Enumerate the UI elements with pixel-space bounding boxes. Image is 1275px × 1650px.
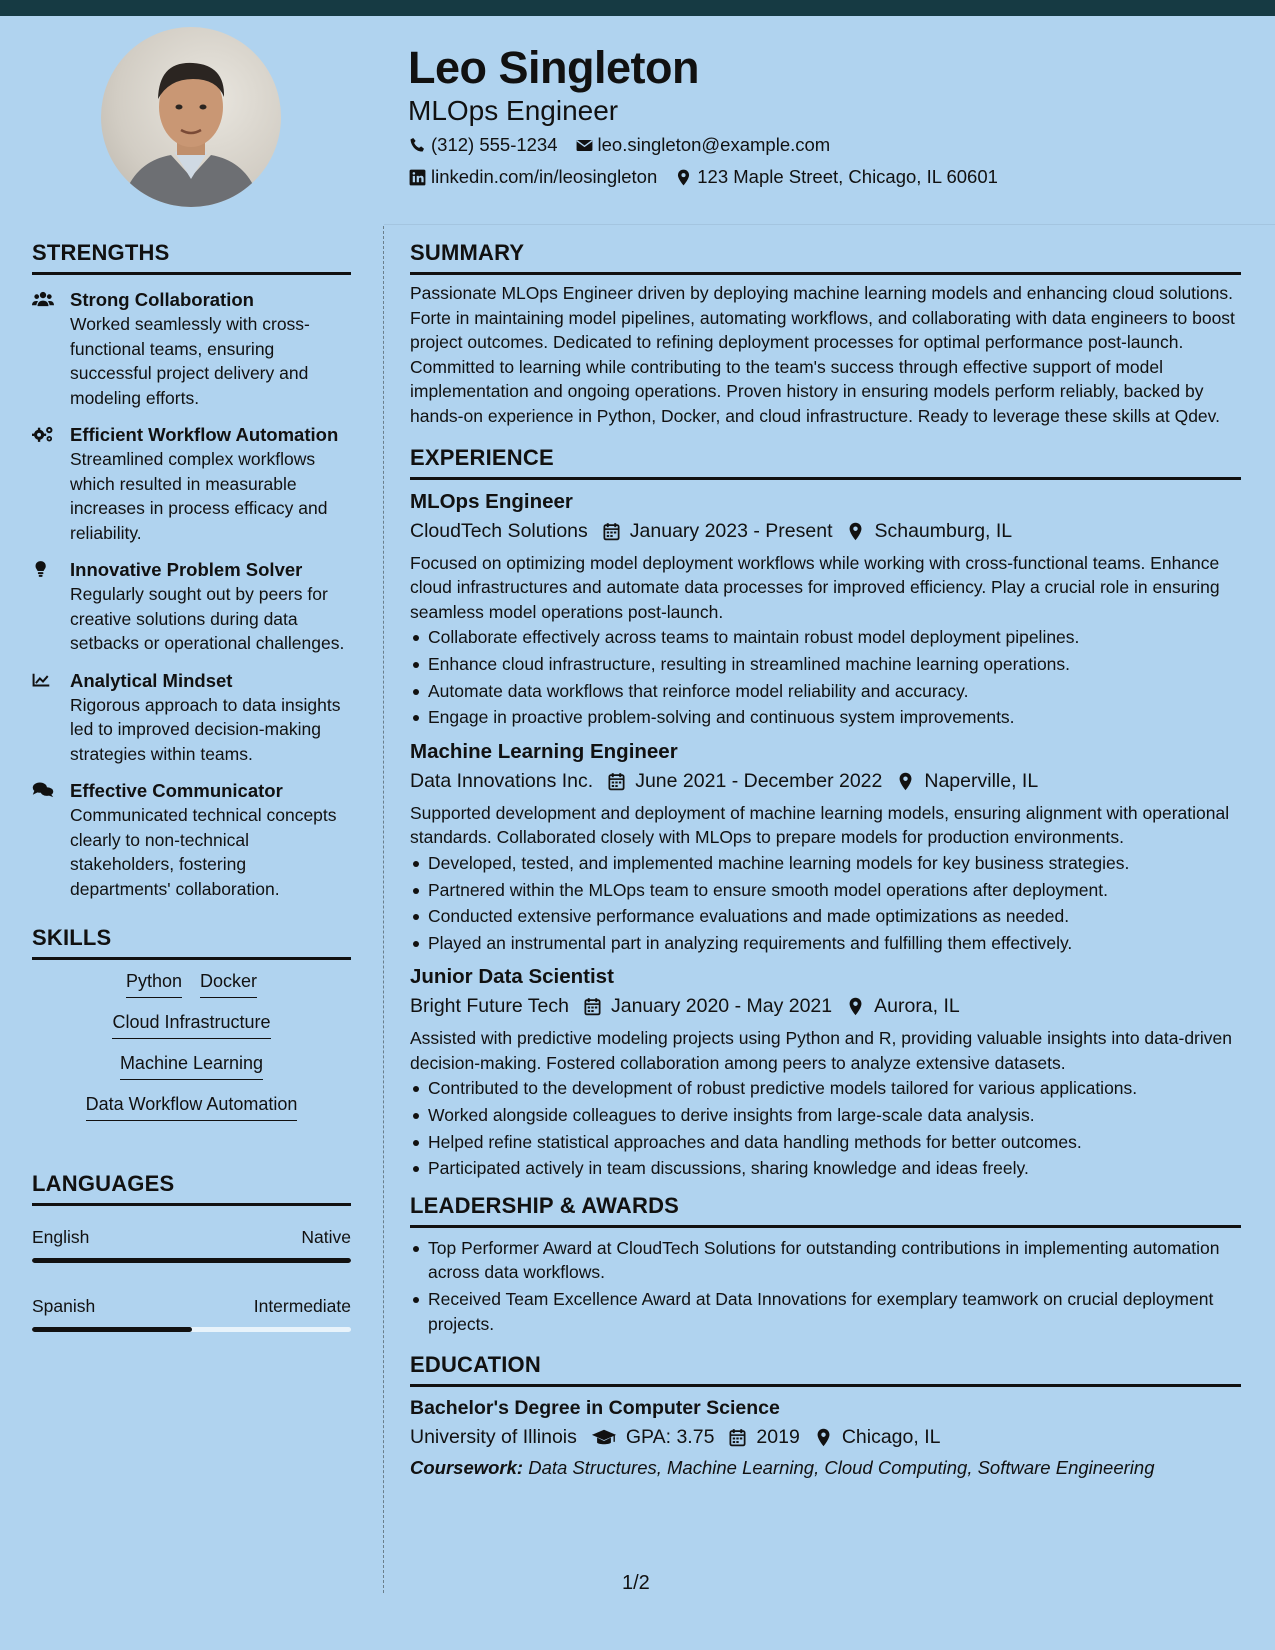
skill-tag: Python (126, 970, 182, 998)
job-company: Bright Future Tech (410, 995, 569, 1018)
job-description: Supported development and deployment of machine learning models, ensuring alignment with operational standards. Collaborated closely with MLOps to prepare models for production environments. (410, 802, 1230, 848)
award-item: Top Performer Award at CloudTech Solutions for outstanding contributions in implementing automation across data workflows. (410, 1236, 1241, 1285)
skills-heading: SKILLS (32, 925, 112, 950)
education-gpa: GPA: 3.75 (625, 1426, 715, 1449)
strength-title: Innovative Problem Solver (70, 559, 303, 580)
strength-title: Analytical Mindset (70, 669, 233, 691)
awards-rule (410, 1225, 1241, 1228)
strengths-rule (32, 272, 351, 275)
calendar-icon (607, 772, 626, 791)
phone-icon (408, 136, 427, 155)
job-bullets (410, 851, 1241, 955)
linkedin-icon (408, 168, 427, 187)
job-title: Junior Data Scientist (410, 965, 614, 989)
summary-text: Passionate MLOps Engineer driven by deploying machine learning models and enhancing cloud solutions. Forte in maintaining model pipelines, automating workflows, and collaborating with data engineers to boost project outcomes. Dedicated to refining deployment processes for optimal performance post-launch. Committed to learning while contributing to the team's success through effective support of model implementation and ongoing operations. Proven history in ensuring models perform reliably, backed by hands-on experience in Python, Docker, and cloud infrastructure. Ready to leverage these skills at Qdev. (410, 283, 1235, 426)
contact-row-secondary (408, 166, 1015, 188)
calendar-icon (602, 522, 621, 541)
job-bullet: Participated actively in team discussions, sharing knowledge and ideas freely. (410, 1156, 1241, 1181)
candidate-title: MLOps Engineer (408, 95, 619, 126)
language-level: Native (301, 1227, 351, 1247)
envelope-icon (575, 136, 594, 155)
skill-tag: Cloud Infrastructure (112, 1011, 270, 1039)
job-dates: January 2020 - May 2021 (610, 995, 833, 1018)
education-location: Chicago, IL (841, 1426, 941, 1449)
strength-desc: Communicated technical concepts clearly to non-technical stakeholders, fostering departments' collaboration. (70, 805, 337, 899)
job-bullet: Contributed to the development of robust predictive models tailored for various applications. (410, 1076, 1241, 1101)
job-bullet: Played an instrumental part in analyzing requirements and fulfilling them effectively. (410, 931, 1241, 956)
job-bullet: Conducted extensive performance evaluations and made optimizations as needed. (410, 904, 1241, 929)
award-item: Received Team Excellence Award at Data Innovations for exemplary teamwork on crucial deployment projects. (410, 1287, 1241, 1336)
job-location: Aurora, IL (874, 995, 960, 1018)
strength-desc: Streamlined complex workflows which resulted in measurable increases in process efficacy and reliability. (70, 449, 328, 543)
experience-heading: EXPERIENCE (410, 444, 554, 470)
strength-title: Efficient Workflow Automation (70, 424, 339, 445)
job-entry (410, 740, 1241, 956)
language-name: Spanish (32, 1296, 96, 1316)
strengths-heading: STRENGTHS (32, 240, 170, 265)
column-divider (383, 226, 384, 1593)
job-location: Schaumburg, IL (874, 519, 1013, 542)
contact-row-primary (408, 134, 847, 156)
job-meta (410, 995, 1241, 1018)
job-entry (410, 490, 1241, 730)
gears-icon (32, 424, 54, 444)
job-bullet: Worked alongside colleagues to derive insights from large-scale data analysis. (410, 1103, 1241, 1128)
awards-list (410, 1236, 1241, 1336)
job-meta (410, 770, 1241, 793)
job-description: Focused on optimizing model deployment workflows while working with cross-functional teams. Enhance cloud infrastructures and automate data processes for improved efficiency. Play a crucial role in ensuring seamless model operations post-launch. (410, 552, 1220, 622)
strength-item (32, 558, 351, 656)
coursework-label: Coursework: (410, 1457, 524, 1479)
lightbulb-icon (32, 559, 54, 579)
education-year: 2019 (756, 1426, 800, 1449)
job-bullet: Developed, tested, and implemented machine learning models for key business strategies. (410, 851, 1241, 876)
job-description: Assisted with predictive modeling projects using Python and R, providing valuable insights into data-driven decision-making. Fostered collaboration among peers to analyze extensive datasets. (410, 1028, 1232, 1073)
map-marker-icon (846, 997, 865, 1016)
map-marker-icon (674, 168, 693, 187)
strength-item (32, 423, 351, 545)
address-text: 123 Maple Street, Chicago, IL 60601 (697, 166, 998, 187)
job-location: Naperville, IL (924, 769, 1039, 792)
summary-rule (410, 272, 1241, 275)
map-marker-icon (814, 1428, 833, 1447)
summary-heading: SUMMARY (410, 240, 525, 265)
job-bullet: Partnered within the MLOps team to ensure smooth model operations after deployment. (410, 878, 1241, 903)
job-title: Machine Learning Engineer (410, 739, 678, 763)
strength-item (32, 779, 351, 901)
page-indicator: 1/2 (622, 1572, 650, 1594)
education-coursework (410, 1457, 1241, 1479)
language-item (32, 1296, 351, 1332)
language-level: Intermediate (253, 1296, 351, 1316)
calendar-icon (583, 997, 602, 1016)
strength-desc: Regularly sought out by peers for creative solutions during data setbacks or operational challenges. (70, 584, 345, 653)
education-degree: Bachelor's Degree in Computer Science (410, 1397, 780, 1420)
job-bullet: Automate data workflows that reinforce model reliability and accuracy. (410, 679, 1241, 704)
graduation-cap-icon (591, 1428, 617, 1447)
job-bullet: Collaborate effectively across teams to maintain robust model deployment pipelines. (410, 625, 1241, 650)
education-meta (410, 1426, 1241, 1449)
skills-rule (32, 957, 351, 960)
phone-contact[interactable] (408, 134, 558, 156)
education-rule (410, 1384, 1241, 1387)
top-accent-bar (0, 0, 1275, 16)
job-dates: June 2021 - December 2022 (635, 769, 883, 792)
strength-item (32, 288, 351, 410)
calendar-icon (728, 1428, 747, 1447)
language-proficiency-bar (32, 1327, 351, 1332)
job-bullets (410, 625, 1241, 729)
map-marker-icon (896, 772, 915, 791)
comments-icon (32, 780, 54, 800)
linkedin-contact[interactable] (408, 166, 657, 188)
coursework-list: Data Structures, Machine Learning, Cloud Computing, Software Engineering (528, 1457, 1155, 1479)
language-proficiency-fill (32, 1327, 192, 1332)
profile-photo (101, 27, 281, 207)
languages-heading: LANGUAGES (32, 1171, 175, 1196)
experience-rule (410, 477, 1241, 480)
users-icon (32, 289, 54, 309)
right-column (410, 240, 1241, 1479)
candidate-name: Leo Singleton (408, 42, 699, 93)
strength-title: Strong Collaboration (70, 289, 254, 310)
phone-text: (312) 555-1234 (431, 134, 558, 155)
language-name: English (32, 1227, 90, 1247)
linkedin-text: linkedin.com/in/leosingleton (431, 166, 658, 187)
job-meta (410, 520, 1241, 543)
job-company: CloudTech Solutions (410, 519, 588, 542)
job-bullet: Helped refine statistical approaches and data handling methods for better outcomes. (410, 1130, 1241, 1155)
strength-title: Effective Communicator (70, 780, 283, 801)
email-contact[interactable] (575, 134, 831, 156)
strength-item (32, 669, 351, 767)
job-dates: January 2023 - Present (629, 519, 833, 542)
education-school: University of Illinois (410, 1426, 577, 1449)
header-separator (384, 224, 1275, 225)
chart-line-icon (32, 670, 54, 690)
job-title: MLOps Engineer (410, 489, 573, 513)
languages-rule (32, 1203, 351, 1206)
left-column (32, 240, 351, 1332)
job-entry (410, 965, 1241, 1181)
job-bullet: Engage in proactive problem-solving and continuous system improvements. (410, 705, 1241, 730)
language-proficiency-bar (32, 1258, 351, 1263)
skills-list (32, 970, 351, 1121)
language-item (32, 1227, 351, 1263)
email-text: leo.singleton@example.com (597, 134, 831, 155)
job-company: Data Innovations Inc. (410, 769, 594, 792)
education-heading: EDUCATION (410, 1352, 541, 1378)
strength-desc: Rigorous approach to data insights led to improved decision-making strategies within teams. (70, 694, 341, 764)
job-bullets (410, 1076, 1241, 1180)
skill-tag: Data Workflow Automation (86, 1093, 298, 1121)
job-bullet: Enhance cloud infrastructure, resulting in streamlined machine learning operations. (410, 652, 1241, 677)
skill-tag: Machine Learning (120, 1052, 263, 1080)
awards-heading: LEADERSHIP & AWARDS (410, 1192, 680, 1218)
skill-tag: Docker (200, 970, 257, 998)
strength-desc: Worked seamlessly with cross-functional teams, ensuring successful project delivery and modeling efforts. (70, 314, 310, 408)
address-contact (674, 166, 998, 188)
language-proficiency-fill (32, 1258, 351, 1263)
map-marker-icon (846, 522, 865, 541)
